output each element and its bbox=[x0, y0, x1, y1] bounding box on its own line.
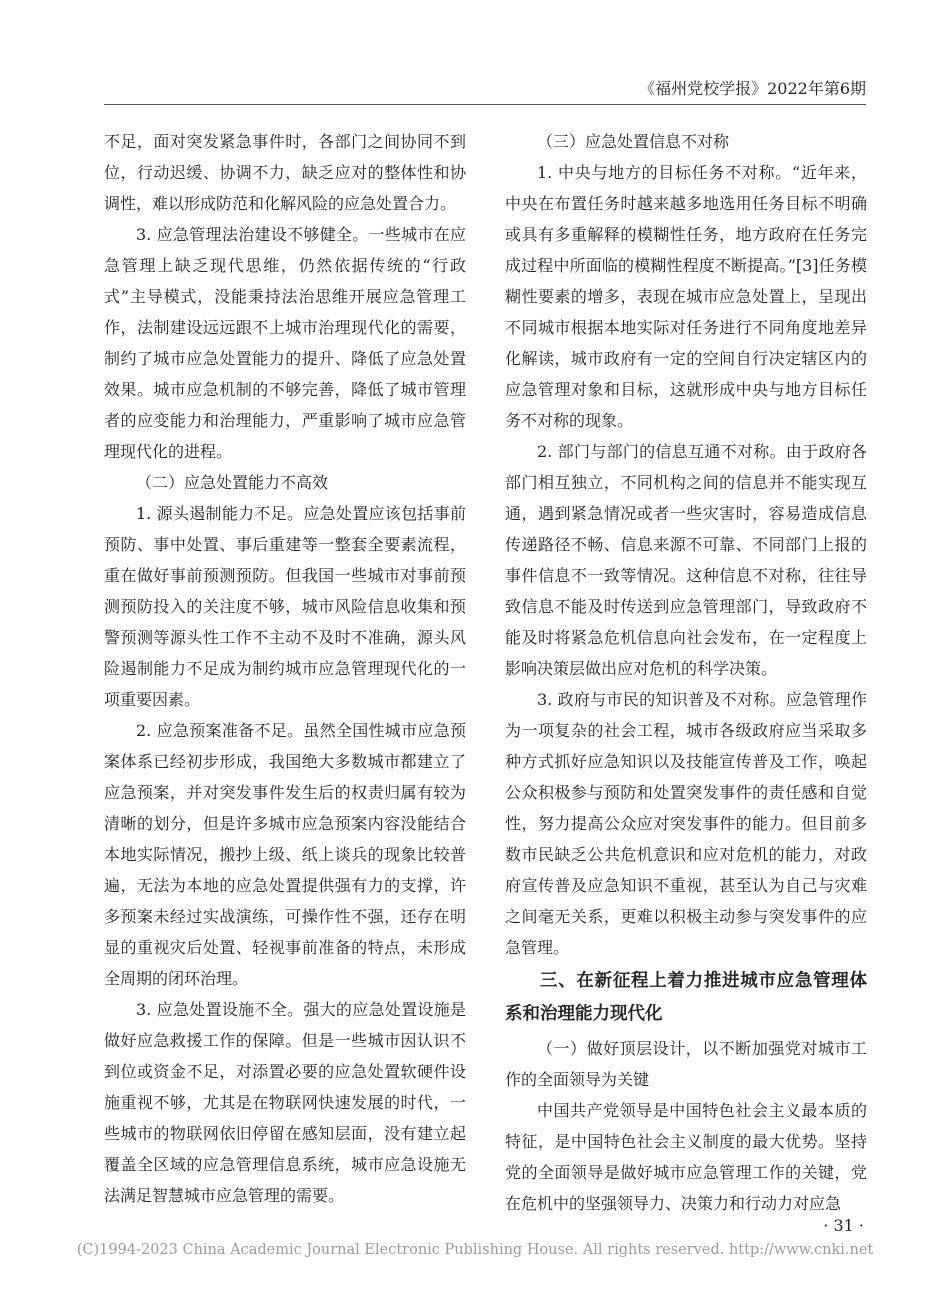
subheading: （二）应急处置能力不高效 bbox=[136, 473, 329, 492]
paragraph: 2. 应急预案准备不足。虽然全国性城市应急预案体系已经初步形成，我国绝大多数城市都建立了应急预案，并对突发事件发生后的权责归属有较为清晰的划分，但是许多城市应急预案内容没能结合本地实际情况，搬抄上级、纸上谈兵的现象比较普遍，无法为本地的应急处置提供强有力的支撑，许多预案未经过实战演练，可操作性不强，还存在明显的重视灾后处置、轻视事前准备的特点，未形成全周期的闭环治理。 bbox=[104, 721, 466, 988]
paragraph: 2. 部门与部门的信息互通不对称。由于政府各部门相互独立，不同机构之间的信息并不能实现互通，遇到紧急情况或者一些灾害时，容易造成信息传递路径不畅、信息来源不可靠、不同部门上报的事件信息不一致等情况。这种信息不对称，往往导致信息不能及时传送到应急管理部门，导致政府不能及时将紧急危机信息向社会发布，在一定程度上影响决策层做出应对危机的科学决策。 bbox=[505, 442, 867, 678]
paragraph: 3. 政府与市民的知识普及不对称。应急管理作为一项复杂的社会工程，城市各级政府应当采取多种方式抓好应急知识以及技能宣传普及工作，唤起公众积极参与预防和处置突发事件的责任感和自觉性，努力提高公众应对突发事件的能力。但目前多数市民缺乏公共危机意识和应对危机的能力，对政府宣传普及应急知识不重视，甚至认为自己与灾难之间毫无关系，更难以积极主动参与突发事件的应急管理。 bbox=[505, 690, 867, 957]
paragraph: 3. 应急处置设施不全。强大的应急处置设施是做好应急救援工作的保障。但是一些城市因认识不到位或资金不足，对添置必要的应急处置软硬件设施重视不够，尤其是在物联网快速发展的时代，一些城市的物联网依旧停留在感知层面，没有建立起覆盖全区域的应急管理信息系统，城市应急设施无法满足智慧城市应急管理的需要。 bbox=[104, 1000, 466, 1205]
paragraph: 3. 应急管理法治建设不够健全。一些城市在应急管理上缺乏现代思维，仍然依据传统的“行政式”主导模式，没能秉持法治思维开展应急管理工作，法制建设远远跟不上城市治理现代化的需要，制约了城市应急处置能力的提升、降低了应急处置效果。城市应急机制的不够完善，降低了城市管理者的应变能力和治理能力，严重影响了城市应急管理现代化的进程。 bbox=[104, 225, 466, 461]
header-rule bbox=[104, 104, 866, 105]
paragraph: 1. 中央与地方的目标任务不对称。“近年来，中央在布置任务时越来越多地选用任务目标不明确或具有多重解释的模糊性任务，地方政府在任务完成过程中所面临的模糊性程度不断提高。”[3]任务模糊性要素的增多，表现在城市应急处置上，呈现出不同城市根据本地实际对任务进行不同角度地差异化解读，城市政府有一定的空间自行决定辖区内的应急管理对象和目标，这就形成中央与地方目标任务不对称的现象。 bbox=[505, 163, 867, 430]
subheading: （一）做好顶层设计，以不断加强党对城市工作的全面领导为关键 bbox=[505, 1039, 867, 1089]
paragraph: 中国共产党领导是中国特色社会主义最本质的特征，是中国特色社会主义制度的最大优势。坚持党的全面领导是做好城市应急管理工作的关键，党在危机中的坚强领导力、决策力和行动力对应急 bbox=[505, 1101, 867, 1213]
left-column bbox=[104, 126, 466, 1211]
section-heading: 三、在新征程上着力推进城市应急管理体系和治理能力现代化 bbox=[505, 971, 867, 1024]
paragraph: 1. 源头遏制能力不足。应急处置应该包括事前预防、事中处置、事后重建等一整套全要素流程，重在做好事前预测预防。但我国一些城市对事前预测预防投入的关注度不够，城市风险信息收集和预警预测等源头性工作不主动不及时不准确，源头风险遏制能力不足成为制约城市应急管理现代化的一项重要因素。 bbox=[104, 504, 466, 709]
copyright-footer: (C)1994-2023 China Academic Journal Electronic Publishing House. All rights reserved. http://www.cnki.net bbox=[76, 1242, 874, 1258]
paragraph-continuation: 不足，面对突发紧急事件时，各部门之间协同不到位，行动迟缓、协调不力，缺乏应对的整体性和协调性，难以形成防范和化解风险的应急处置合力。 bbox=[104, 132, 466, 213]
subheading: （三）应急处置信息不对称 bbox=[537, 132, 730, 151]
journal-header: 《福州党校学报》2022年第6期 bbox=[639, 79, 866, 98]
page-number: · 31 · bbox=[823, 1216, 864, 1235]
right-column bbox=[505, 126, 867, 1219]
